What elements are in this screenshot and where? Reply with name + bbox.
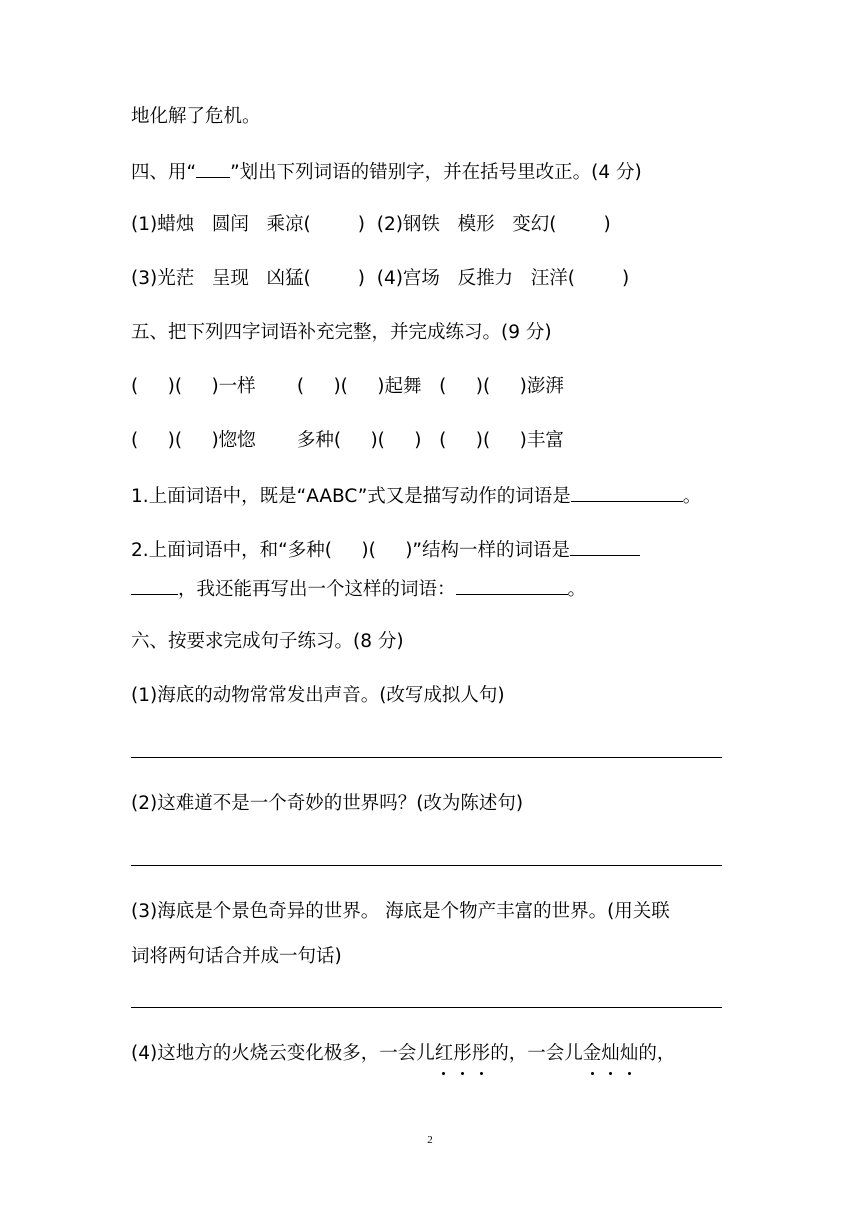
- emphasis-char: [472, 1042, 491, 1066]
- question-text: 2.上面词语中，和“多种( )( )”结构一样的词语是: [131, 540, 570, 561]
- question-text: 。: [682, 486, 702, 507]
- task-text: (4)这地方的火烧云变化极多，一会儿: [131, 1043, 435, 1064]
- idiom-row: ( )( )一样 ( )( )起舞 ( )( )澎湃: [131, 376, 564, 397]
- char: 彤: [471, 1043, 491, 1064]
- emphasis-char: [435, 1042, 454, 1066]
- emphasis-char: [453, 1042, 472, 1066]
- char: 红: [434, 1043, 454, 1064]
- emphasis-dot: [461, 1072, 464, 1075]
- answer-blank[interactable]: [570, 537, 640, 556]
- question-2-continued: [131, 576, 586, 602]
- question-2: [131, 537, 640, 563]
- question-1: [131, 483, 701, 509]
- char: 金: [582, 1043, 602, 1064]
- answer-blank[interactable]: [456, 576, 568, 595]
- task-text: 的，: [638, 1043, 676, 1064]
- heading-text: ”划出下列词语的错别字，并在括号里改正。(4 分): [230, 162, 642, 183]
- emphasis-dot: [442, 1072, 445, 1075]
- emphasis-char: [620, 1042, 639, 1066]
- sentence-task-1: (1)海底的动物常常发出声音。(改写成拟人句): [131, 685, 505, 706]
- question-text: 。: [567, 579, 587, 600]
- char: 彤: [453, 1043, 472, 1064]
- underline-mark: [196, 159, 230, 178]
- emphasis-char: [601, 1042, 620, 1066]
- answer-blank[interactable]: [131, 576, 178, 595]
- text-line: 地化解了危机。: [131, 106, 261, 127]
- question-text: ，我还能再写出一个这样的词语：: [178, 579, 456, 600]
- answer-line[interactable]: [131, 865, 722, 866]
- emphasis-dot: [628, 1072, 631, 1075]
- emphasis-dot: [609, 1072, 612, 1075]
- word-row: (1)蜡烛 圆闰 乘凉( ) (2)钢铁 模形 变幻( ): [131, 214, 611, 235]
- section-five-heading: 五、把下列四字词语补充完整，并完成练习。(9 分): [131, 322, 552, 343]
- word-row: (3)光茫 呈现 凶猛( ) (4)宫场 反推力 汪洋( ): [131, 268, 630, 289]
- heading-text: 四、用“: [131, 162, 197, 183]
- emphasis-dot: [480, 1072, 483, 1075]
- sentence-task-4: [131, 1042, 675, 1066]
- section-four-heading: [131, 159, 642, 185]
- char: 灿: [601, 1043, 620, 1064]
- answer-blank[interactable]: [571, 483, 683, 502]
- idiom-row: ( )( )惚惚 多种( )( ) ( )( )丰富: [131, 430, 564, 451]
- sentence-task-3-continued: 词将两句话合并成一句话): [131, 946, 342, 967]
- section-six-heading: 六、按要求完成句子练习。(8 分): [131, 631, 404, 652]
- question-text: 1.上面词语中，既是“AABC”式又是描写动作的词语是: [131, 486, 571, 507]
- page-number: 2: [427, 1134, 433, 1146]
- sentence-task-3: (3)海底是个景色奇异的世界。 海底是个物产丰富的世界。(用关联: [131, 901, 670, 922]
- answer-line[interactable]: [131, 757, 722, 758]
- task-text: 的，一会儿: [490, 1043, 583, 1064]
- char: 灿: [619, 1043, 639, 1064]
- answer-line[interactable]: [131, 1007, 722, 1008]
- emphasis-char: [583, 1042, 602, 1066]
- sentence-task-2: (2)这难道不是一个奇妙的世界吗？(改为陈述句): [131, 793, 524, 814]
- emphasis-dot: [591, 1072, 594, 1075]
